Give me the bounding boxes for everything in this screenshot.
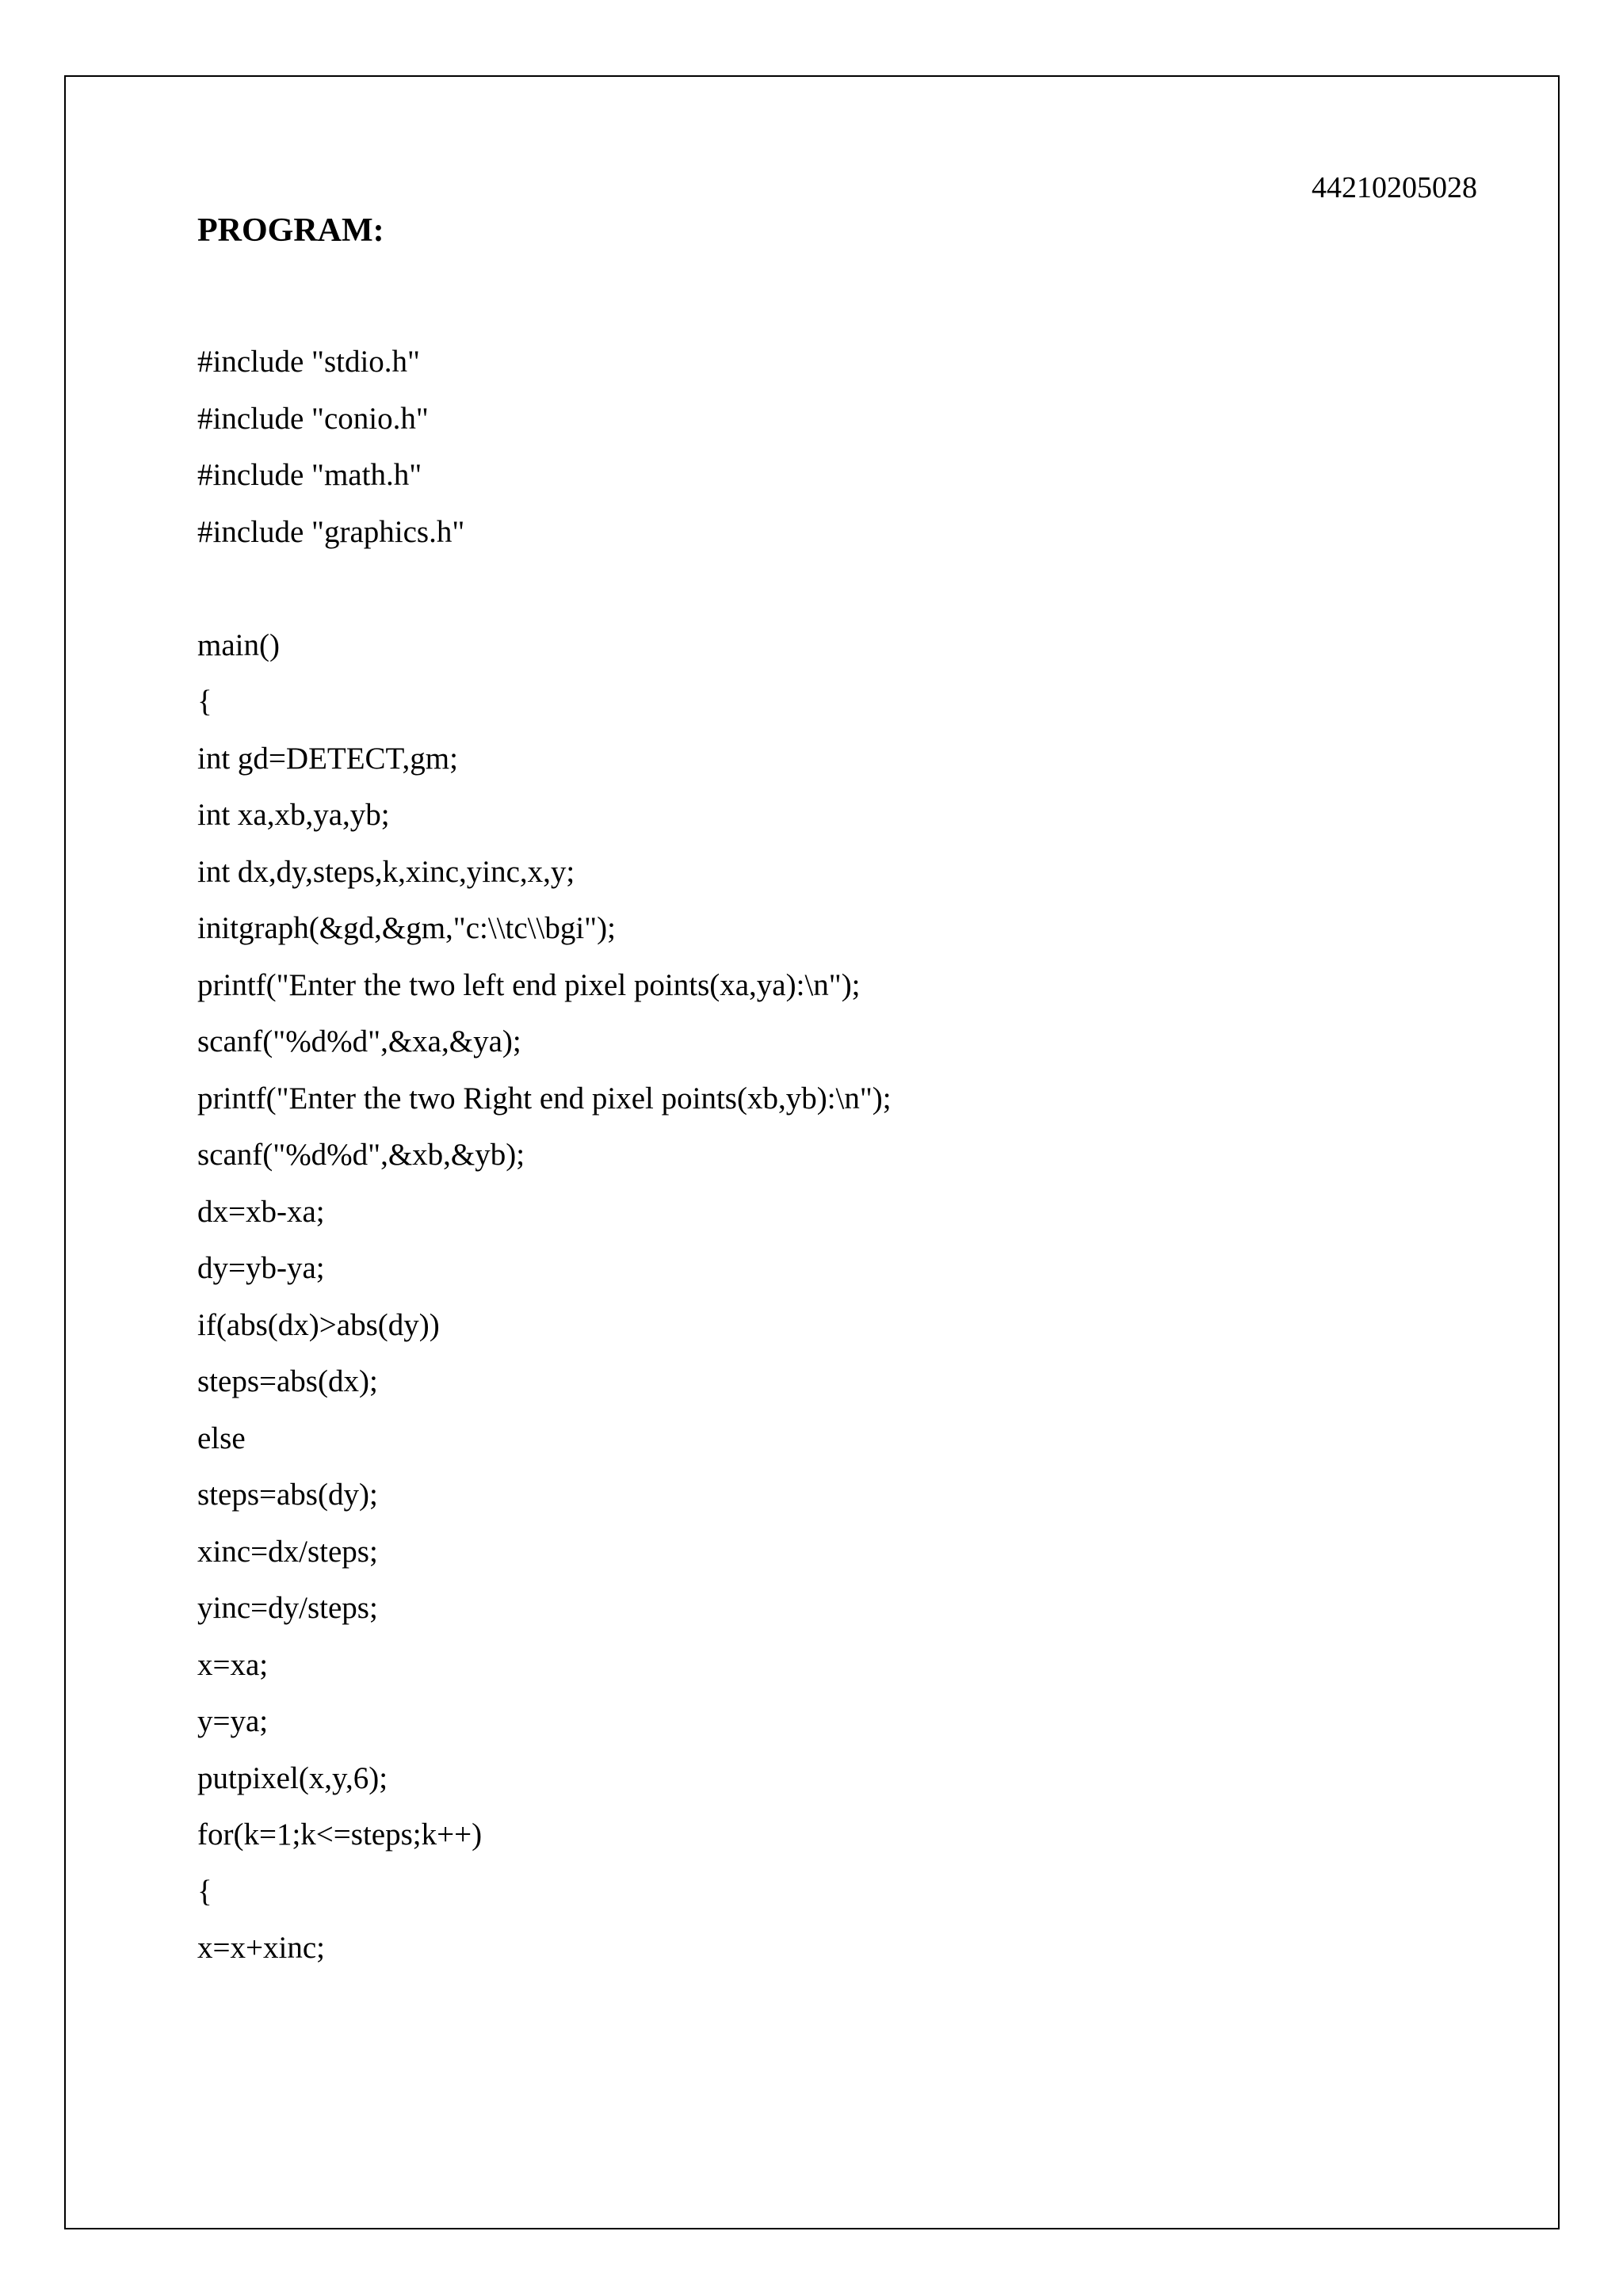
code-line: printf("Enter the two left end pixel points(xa,ya):\n"); xyxy=(197,967,861,1002)
document-id-number: 44210205028 xyxy=(1312,171,1477,204)
code-line-blank xyxy=(197,560,892,617)
code-line: putpixel(x,y,6); xyxy=(197,1760,388,1795)
code-line: for(k=1;k<=steps;k++) xyxy=(197,1817,483,1852)
code-line: y=ya; xyxy=(197,1704,269,1738)
code-line: x=x+xinc; xyxy=(197,1931,325,1965)
code-line: main() xyxy=(197,627,280,662)
code-line: dy=yb-ya; xyxy=(197,1251,325,1285)
code-line: printf("Enter the two Right end pixel points(xb,yb):\n"); xyxy=(197,1081,892,1116)
code-line: #include "conio.h" xyxy=(197,401,429,436)
code-line: if(abs(dx)>abs(dy)) xyxy=(197,1307,440,1342)
program-heading: PROGRAM: xyxy=(197,212,384,249)
code-line: steps=abs(dx); xyxy=(197,1364,378,1398)
code-line: initgraph(&gd,&gm,"c:\\tc\\bgi"); xyxy=(197,911,616,945)
code-line: xinc=dx/steps; xyxy=(197,1534,378,1569)
code-line: { xyxy=(197,1874,212,1909)
program-code-block xyxy=(197,334,892,1977)
code-line: steps=abs(dy); xyxy=(197,1478,378,1512)
code-line: #include "graphics.h" xyxy=(197,514,465,549)
code-line: yinc=dy/steps; xyxy=(197,1591,378,1625)
code-line: x=xa; xyxy=(197,1647,269,1682)
code-line: scanf("%d%d",&xa,&ya); xyxy=(197,1024,521,1058)
code-line: #include "stdio.h" xyxy=(197,345,420,379)
code-line: int dx,dy,steps,k,xinc,yinc,x,y; xyxy=(197,854,575,889)
code-line: else xyxy=(197,1421,246,1455)
code-line: int gd=DETECT,gm; xyxy=(197,741,458,776)
code-line: int xa,xb,ya,yb; xyxy=(197,798,390,832)
code-line: #include "math.h" xyxy=(197,458,422,492)
code-line: scanf("%d%d",&xb,&yb); xyxy=(197,1138,525,1172)
code-line: { xyxy=(197,685,212,719)
code-line: dx=xb-xa; xyxy=(197,1194,325,1229)
